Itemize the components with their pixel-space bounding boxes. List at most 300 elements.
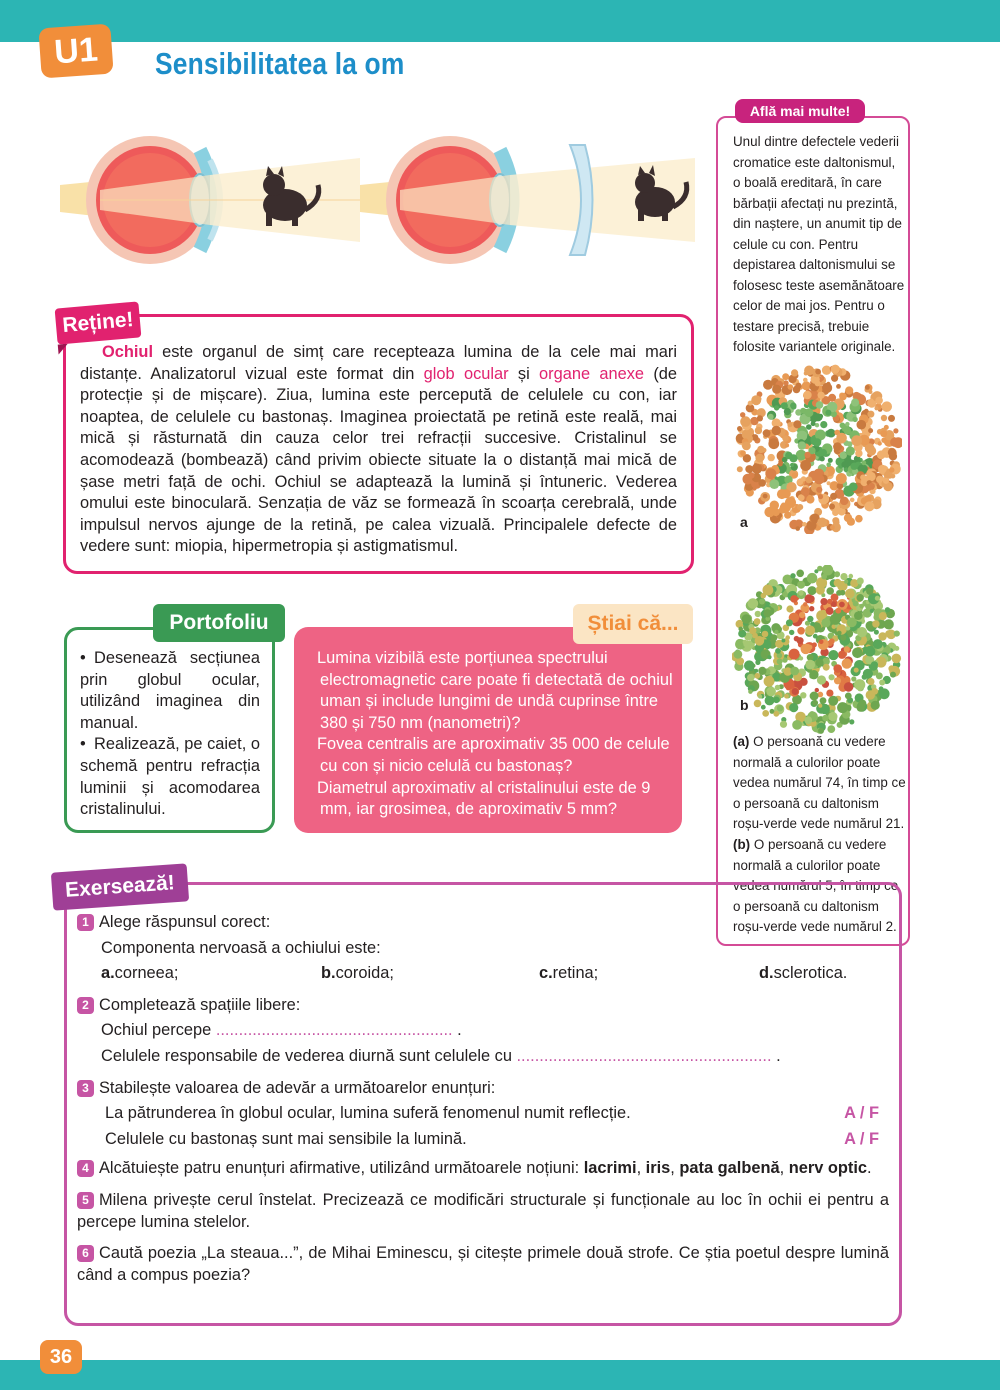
bullet-icon: • xyxy=(80,649,86,667)
exercise-5: 5 Milena privește cerul înstelat. Precizează ce modificări structurale și funcționale au loc în ochii ei pentru a percepe lumina stelelor. xyxy=(77,1190,889,1231)
plate-label-a: a xyxy=(740,514,748,530)
sidebar-paragraph: Unul dintre defectele vederii cromatice este daltonismul, o boală ereditară, în care bărbații afectați nu prezintă, din naștere, un anumit tip de celule cu con. Pentru depistarea daltonismului se folosesc teste asemănătoare celor de mai jos. Pentru o testare precisă, trebuie folosite variantele originale. xyxy=(733,134,905,354)
plate-dot xyxy=(865,385,870,390)
plate-dot xyxy=(871,661,878,668)
exercise-1-sub: Componenta nervoasă a ochiului este: xyxy=(101,938,381,957)
plate-dot xyxy=(736,639,743,646)
exercise-number: 5 xyxy=(77,1192,94,1209)
plate-dot xyxy=(795,526,800,531)
plate-dot xyxy=(808,586,817,595)
caption-b: O persoană cu vedere normală a culorilor poate vedea numărul 5, în timp ce o persoană cu daltonism roșu-verde vede numărul 2. xyxy=(733,836,899,935)
plate-dot xyxy=(758,667,766,675)
plate-dot xyxy=(826,382,830,386)
fill-line-1: Ochiul percepe .................................................... . xyxy=(101,1021,462,1040)
option-c[interactable]: c.retina; xyxy=(539,964,599,983)
exerseaza-text xyxy=(77,910,889,1286)
plate-dot xyxy=(840,452,847,459)
stiai-ca-text xyxy=(286,648,678,821)
portofoliu-text xyxy=(80,648,260,821)
afla-mai-multe-tag: Află mai multe! xyxy=(735,99,865,123)
plate-dot xyxy=(773,697,780,704)
plate-dot xyxy=(752,464,762,474)
plate-dot xyxy=(774,630,778,634)
plate-dot xyxy=(802,522,807,527)
afla-mai-multe-text xyxy=(733,132,905,358)
plate-dot xyxy=(831,365,840,374)
plate-dot xyxy=(764,676,775,687)
plate-dot xyxy=(806,495,814,503)
plate-dot xyxy=(867,411,874,418)
plate-dot xyxy=(865,646,876,657)
plate-dot xyxy=(868,483,875,490)
plate-dot xyxy=(828,458,833,463)
list-item: • Lumina vizibilă este porțiunea spectrului electromagnetic care poate fi detectată de ochiul uman și include lungimi de undă cuprinse între 380 și 750 nm (nanometri)? xyxy=(286,649,673,732)
plate-dot xyxy=(850,498,855,503)
plate-dot xyxy=(846,446,855,455)
keyword-organe-anexe: organe anexe xyxy=(539,364,645,383)
plate-dot xyxy=(754,618,761,625)
plate-dot xyxy=(784,694,789,699)
plate-dot xyxy=(815,369,821,375)
plate-dot xyxy=(747,674,754,681)
plate-dot xyxy=(825,410,831,416)
plate-dot xyxy=(871,701,880,710)
plate-dot xyxy=(845,422,849,426)
page-number: 36 xyxy=(40,1340,82,1374)
plate-dot xyxy=(751,395,761,405)
plate-dot xyxy=(826,690,833,697)
plate-dot xyxy=(849,574,854,579)
plate-dot xyxy=(777,489,787,499)
plate-dot xyxy=(827,429,836,438)
plate-dot xyxy=(814,413,822,421)
retine-text-part: și xyxy=(508,364,540,383)
list-item: • Fovea centralis are aproximativ 35 000 de celule cu con și nicio celulă cu bastonaș? xyxy=(286,735,670,775)
plate-dot xyxy=(807,616,813,622)
plate-dot xyxy=(841,461,848,468)
plate-dot xyxy=(853,392,861,400)
plate-dot xyxy=(845,589,855,599)
plate-dot xyxy=(811,421,816,426)
bottom-bar xyxy=(0,1360,1000,1390)
plate-dot xyxy=(787,422,792,427)
plate-dot xyxy=(754,669,758,673)
plate-dot xyxy=(827,481,831,485)
keyword-glob-ocular: glob ocular xyxy=(423,364,509,383)
plate-dot xyxy=(857,594,864,601)
plate-dot xyxy=(817,518,827,528)
plate-dot xyxy=(819,640,824,645)
plate-dot xyxy=(855,515,863,523)
plate-dot xyxy=(866,690,875,699)
plate-dot xyxy=(879,680,885,686)
eye-diagram-normal xyxy=(60,130,370,270)
plate-dot xyxy=(830,525,835,530)
portofoliu-tag: Portofoliu xyxy=(153,604,285,642)
plate-dot xyxy=(813,634,818,639)
plate-dot xyxy=(857,703,865,711)
plate-dot xyxy=(832,509,839,516)
plate-dot xyxy=(890,438,899,447)
plate-dot xyxy=(755,611,761,617)
plate-dot xyxy=(768,414,774,420)
plate-dot xyxy=(798,590,803,595)
plate-dot xyxy=(833,664,842,673)
plate-dot xyxy=(755,427,762,434)
plate-dot xyxy=(829,674,835,680)
plate-dot xyxy=(893,428,898,433)
plate-dot xyxy=(826,587,834,595)
plate-dot xyxy=(757,415,763,421)
true-false-choice[interactable]: A / F xyxy=(844,1104,879,1123)
plate-dot xyxy=(780,721,787,728)
plate-dot xyxy=(797,627,805,635)
plate-dot xyxy=(769,479,779,489)
plate-dot xyxy=(864,501,874,511)
exercise-number: 3 xyxy=(77,1080,94,1097)
plate-dot xyxy=(889,467,894,472)
plate-dot xyxy=(837,702,848,713)
plate-dot xyxy=(784,380,789,385)
list-item: • Diametrul aproximativ al cristalinului este de 9 mm, iar grosimea, de aproximativ 5 mm? xyxy=(286,778,651,819)
plate-dot xyxy=(828,650,838,660)
plate-dot xyxy=(851,676,856,681)
plate-dot xyxy=(743,641,750,648)
plate-dot xyxy=(878,465,887,474)
plate-dot xyxy=(839,602,845,608)
caption-mark-a: (a) xyxy=(733,734,750,749)
plate-dot xyxy=(852,417,857,422)
plate-dot xyxy=(815,688,819,692)
plate-dot xyxy=(809,670,818,679)
plate-dot xyxy=(818,494,823,499)
plate-dot xyxy=(790,667,799,676)
exercise-4: 4 Alcătuiește patru enunțuri afirmative, utilizând următoarele noțiuni: lacrimi, iris, pata galbenă, nerv optic. xyxy=(77,1158,889,1180)
blank-field[interactable]: .................................................... xyxy=(215,1021,453,1040)
plate-dot xyxy=(844,514,852,522)
plate-dot xyxy=(790,463,794,467)
plate-dot xyxy=(792,688,799,695)
plate-dot xyxy=(748,472,755,479)
plate-dot xyxy=(805,660,815,670)
plate-dot xyxy=(881,438,886,443)
plate-dot xyxy=(758,694,762,698)
plate-dot xyxy=(744,660,754,670)
plate-dot xyxy=(803,391,812,400)
bullet-icon: • xyxy=(286,735,292,754)
plate-dot xyxy=(844,580,848,584)
plate-dot xyxy=(844,682,854,692)
ishihara-plate-b xyxy=(732,565,902,735)
option-a[interactable]: a.corneea; xyxy=(101,964,179,983)
plate-dot xyxy=(881,415,887,421)
stiai-ca-tag: Știai că... xyxy=(573,604,693,644)
plate-dot xyxy=(804,452,810,458)
plate-dot xyxy=(805,625,815,635)
plate-dot xyxy=(874,630,879,635)
true-false-row: Celulele cu bastonaș sunt mai sensibile la lumină. A / F xyxy=(77,1127,889,1153)
plate-dot xyxy=(762,710,769,717)
plate-dot xyxy=(792,472,798,478)
page-title: Sensibilitatea la om xyxy=(155,46,405,81)
plate-dot xyxy=(786,619,793,626)
plate-dot xyxy=(830,493,837,500)
plate-dot xyxy=(838,651,846,659)
plate-dot xyxy=(761,593,767,599)
plate-dot xyxy=(742,442,751,451)
plate-dot xyxy=(857,578,864,585)
plate-dot xyxy=(748,598,759,609)
plate-dot xyxy=(777,659,783,665)
plate-dot xyxy=(764,609,772,617)
plate-dot xyxy=(782,373,789,380)
plate-dot xyxy=(834,571,840,577)
plate-dot xyxy=(858,687,863,692)
plate-dot xyxy=(761,705,766,710)
plate-dot xyxy=(790,684,795,689)
plate-dot xyxy=(845,693,852,700)
plate-dot xyxy=(807,645,812,650)
plate-dot xyxy=(867,678,874,685)
plate-dot xyxy=(797,504,803,510)
plate-dot xyxy=(818,704,822,708)
plate-dot xyxy=(820,421,827,428)
plate-dot xyxy=(851,435,862,446)
plate-dot xyxy=(762,448,767,453)
plate-dot xyxy=(892,654,902,664)
plate-dot xyxy=(772,385,781,394)
plate-dot xyxy=(868,428,873,433)
plate-dot xyxy=(880,430,887,437)
plate-dot xyxy=(891,474,896,479)
plate-dot xyxy=(883,478,889,484)
plate-dot xyxy=(803,378,808,383)
plate-dot xyxy=(876,672,883,679)
plate-dot xyxy=(738,627,743,632)
plate-dot xyxy=(820,697,827,704)
true-false-row: La pătrunderea în globul ocular, lumina suferă fenomenul numit reflecție. A / F xyxy=(77,1101,889,1127)
plate-dot xyxy=(788,384,794,390)
plate-dot xyxy=(738,630,746,638)
plate-dot xyxy=(812,700,818,706)
plate-dot xyxy=(767,655,771,659)
plate-dot xyxy=(827,599,832,604)
blank-field[interactable]: ........................................................ xyxy=(516,1046,772,1065)
plate-dot xyxy=(749,627,756,634)
true-false-choice[interactable]: A / F xyxy=(844,1129,879,1148)
plate-dot xyxy=(840,635,846,641)
option-b[interactable]: b.coroida; xyxy=(321,964,394,983)
plate-dot xyxy=(812,518,816,522)
plate-dot xyxy=(882,401,892,411)
plate-dot xyxy=(875,596,880,601)
plate-dot xyxy=(775,685,781,691)
fill-line-2: Celulele responsabile de vederea diurnă sunt celulele cu ........................................................ . xyxy=(101,1046,781,1065)
ishihara-plate-a xyxy=(732,364,902,534)
exercise-1-options xyxy=(77,961,889,987)
plate-dot xyxy=(851,399,859,407)
plate-dot xyxy=(822,715,829,722)
plate-dot xyxy=(785,635,790,640)
plate-dot xyxy=(812,642,817,647)
exercise-2-prompt: Completează spațiile libere: xyxy=(99,995,301,1014)
plate-dot xyxy=(840,573,847,580)
plate-dot xyxy=(804,716,812,724)
plate-dot xyxy=(819,456,824,461)
exercise-6: 6 Caută poezia „La steaua...”, de Mihai Eminescu, și citește primele două strofe. Ce știa poetul despre lumină când a compus poezia? xyxy=(77,1244,889,1284)
plate-dot xyxy=(763,429,771,437)
eye-diagram-corrected xyxy=(360,130,700,270)
plate-dot xyxy=(894,646,899,651)
plate-dot xyxy=(815,380,821,386)
plate-dot xyxy=(806,424,812,430)
plate-dot xyxy=(755,636,765,646)
plate-dot xyxy=(768,438,779,449)
plate-dot xyxy=(879,612,887,620)
retine-text-part: (de protecție și de mișcare). Ziua, lumina este percepută de celulele cu con, iar noaptea, de celulele cu bastonaș. Imaginea proiectată pe retină este reală, mai mică și răsturnată din cauza celor trei refracții succesive. Cristalinul se acomodează (bombează) când privim obiecte situate la o distanță mai mică de șase metri față de ochi. Ochiul se adaptează la lumină și întuneric. Vederea omului este binoculară. Senzația de văz se formează în scoarța cerebrală, unde impulsul nervos ajunge de la retină, pe calea vizuală. Principalele defecte de vedere sunt: miopia, hipermetropia și astigmatismul. xyxy=(80,364,678,556)
plate-dot xyxy=(826,463,831,468)
plate-dot xyxy=(790,573,795,578)
keyword-ochiul: Ochiul xyxy=(102,343,153,361)
plate-dot xyxy=(866,588,873,595)
plate-dot xyxy=(885,607,890,612)
plate-dot xyxy=(885,630,892,637)
plate-dot xyxy=(762,631,769,638)
plate-dot xyxy=(828,696,838,706)
caption-a: O persoană cu vedere normală a culorilor poate vedea numărul 74, în timp ce o persoană cu daltonism roșu-verde vede numărul 21. xyxy=(733,734,906,832)
plate-dot xyxy=(754,673,760,679)
plate-dot xyxy=(763,494,768,499)
bullet-icon: • xyxy=(286,778,292,797)
plate-dot xyxy=(781,639,785,643)
plate-dot xyxy=(829,638,835,644)
plate-dot xyxy=(766,468,777,479)
plate-dot xyxy=(849,719,854,724)
plate-dot xyxy=(740,412,745,417)
plate-dot xyxy=(807,573,818,584)
plate-dot xyxy=(768,454,775,461)
plate-dot xyxy=(818,392,825,399)
plate-dot xyxy=(822,366,831,375)
plate-dot xyxy=(795,383,801,389)
plate-dot xyxy=(828,712,837,721)
plate-dot xyxy=(815,659,823,667)
plate-dot xyxy=(772,508,780,516)
exercise-3-prompt: Stabilește valoarea de adevăr a următoarelor enunțuri: xyxy=(99,1078,496,1097)
plate-dot xyxy=(821,574,827,580)
plate-dot xyxy=(804,594,813,603)
plate-dot xyxy=(857,627,867,637)
plate-dot xyxy=(817,675,826,684)
plate-dot xyxy=(853,601,859,607)
plate-dot xyxy=(852,648,863,659)
plate-dot xyxy=(844,427,851,434)
plate-dot xyxy=(836,384,841,389)
plate-dot xyxy=(833,442,842,451)
plate-dot xyxy=(823,664,830,671)
plate-dot xyxy=(780,503,791,514)
plate-dot xyxy=(872,620,879,627)
plate-dot xyxy=(831,375,838,382)
plate-dot xyxy=(791,404,797,410)
plate-dot xyxy=(785,452,792,459)
plate-dot xyxy=(740,450,746,456)
plate-dot xyxy=(797,479,803,485)
plate-dot xyxy=(758,479,766,487)
plate-dot xyxy=(784,408,791,415)
plate-dot xyxy=(796,570,804,578)
plate-dot xyxy=(740,416,751,427)
exercise-number: 6 xyxy=(77,1245,94,1262)
option-d[interactable]: d.sclerotica. xyxy=(759,964,848,983)
plate-dot xyxy=(834,579,842,587)
plate-dot xyxy=(816,487,822,493)
plate-dot xyxy=(834,677,841,684)
plate-label-b: b xyxy=(740,697,749,713)
plate-dot xyxy=(888,415,895,422)
plate-dot xyxy=(820,598,827,605)
list-item: • Desenează secțiunea prin globul ocular, utilizând imaginea din manual. xyxy=(80,649,260,732)
plate-dot xyxy=(799,612,805,618)
plate-dot xyxy=(772,426,781,435)
plate-dot xyxy=(890,672,896,678)
plate-dot xyxy=(845,386,853,394)
plate-dot xyxy=(810,692,819,701)
plate-dot xyxy=(854,668,859,673)
plate-dot xyxy=(857,420,867,430)
plate-dot xyxy=(789,630,794,635)
exercise-number: 2 xyxy=(77,997,94,1014)
list-item: • Realizează, pe caiet, o schemă pentru refracția luminii și acomodarea cristalinului. xyxy=(80,735,260,819)
plate-dot xyxy=(790,595,798,603)
plate-dot xyxy=(828,394,836,402)
plate-dot xyxy=(792,720,802,730)
plate-dot xyxy=(840,590,846,596)
plate-dot xyxy=(862,674,868,680)
plate-dot xyxy=(786,605,793,612)
plate-dot xyxy=(742,614,752,624)
plate-dot xyxy=(800,692,806,698)
plate-dot xyxy=(826,607,834,615)
retine-text-part: este organul de simț care recepteaza lumina de la cele mai mari distanțe. Analizatorul vizual este format din xyxy=(80,343,677,383)
bullet-icon: • xyxy=(80,735,86,754)
plate-dot xyxy=(805,476,812,483)
plate-dot xyxy=(836,473,847,484)
plate-dot xyxy=(839,393,847,401)
exerseaza-tag: Exersează! xyxy=(51,863,189,910)
bullet-icon: • xyxy=(286,649,292,667)
plate-dot xyxy=(875,397,883,405)
plate-dot xyxy=(803,602,807,606)
plate-dot xyxy=(797,637,804,644)
plate-dot xyxy=(874,406,878,410)
plate-dot xyxy=(805,408,814,417)
plate-dot xyxy=(873,639,883,649)
plate-dot xyxy=(837,631,842,636)
plate-dot xyxy=(802,381,811,390)
plate-dot xyxy=(835,608,841,614)
exercise-number: 1 xyxy=(77,914,94,931)
plate-dot xyxy=(830,614,841,625)
plate-dot xyxy=(879,688,890,699)
plate-dot xyxy=(840,497,849,506)
plate-dot xyxy=(855,450,862,457)
plate-dot xyxy=(829,504,835,510)
plate-dot xyxy=(861,460,866,465)
plate-dot xyxy=(820,449,827,456)
plate-dot xyxy=(814,474,824,484)
plate-dot xyxy=(844,646,850,652)
